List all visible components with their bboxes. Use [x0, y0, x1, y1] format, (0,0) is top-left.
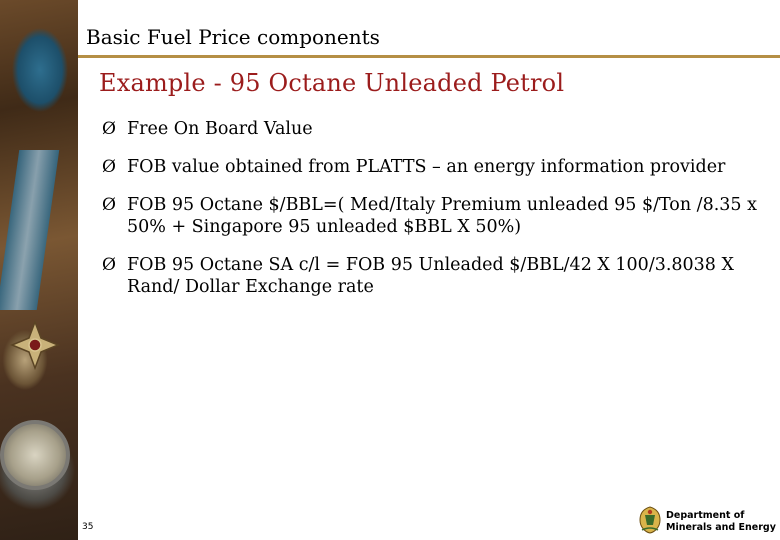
coat-of-arms-logo-icon: [637, 505, 663, 535]
bullet-text: Free On Board Value: [127, 119, 313, 139]
slide-heading: Example - 95 Octane Unleaded Petrol: [99, 69, 565, 97]
bullet-item: [99, 118, 769, 140]
bullet-text: FOB value obtained from PLATTS – an energy information provider: [127, 157, 726, 177]
bullet-item: [99, 194, 769, 238]
department-line-2: Minerals and Energy: [666, 522, 776, 533]
medal-ribbon-image: [0, 150, 59, 310]
medal-cross-icon: [10, 320, 60, 370]
bullet-arrow-icon: Ø: [102, 119, 116, 139]
bullet-text: FOB 95 Octane SA c/l = FOB 95 Unleaded $/BBL/42 X 100/3.8038 X Rand/ Dollar Exchange rate: [127, 255, 734, 297]
header-title: Basic Fuel Price components: [86, 25, 380, 49]
department-line-1: Department of: [666, 510, 745, 521]
bullet-arrow-icon: Ø: [102, 195, 116, 215]
bullet-list: [99, 118, 769, 314]
bullet-text: FOB 95 Octane $/BBL=( Med/Italy Premium unleaded 95 $/Ton /8.35 x 50% + Singapore 95 unleaded $BBL X 50%): [127, 195, 757, 237]
bullet-item: [99, 156, 769, 178]
side-decorative-photo: [0, 0, 78, 540]
compass-image: [0, 420, 70, 490]
bullet-item: [99, 254, 769, 298]
department-name: [666, 510, 776, 534]
page-number: 35: [82, 522, 94, 532]
bullet-arrow-icon: Ø: [102, 157, 116, 177]
header-divider: [78, 55, 780, 58]
bullet-arrow-icon: Ø: [102, 255, 116, 275]
